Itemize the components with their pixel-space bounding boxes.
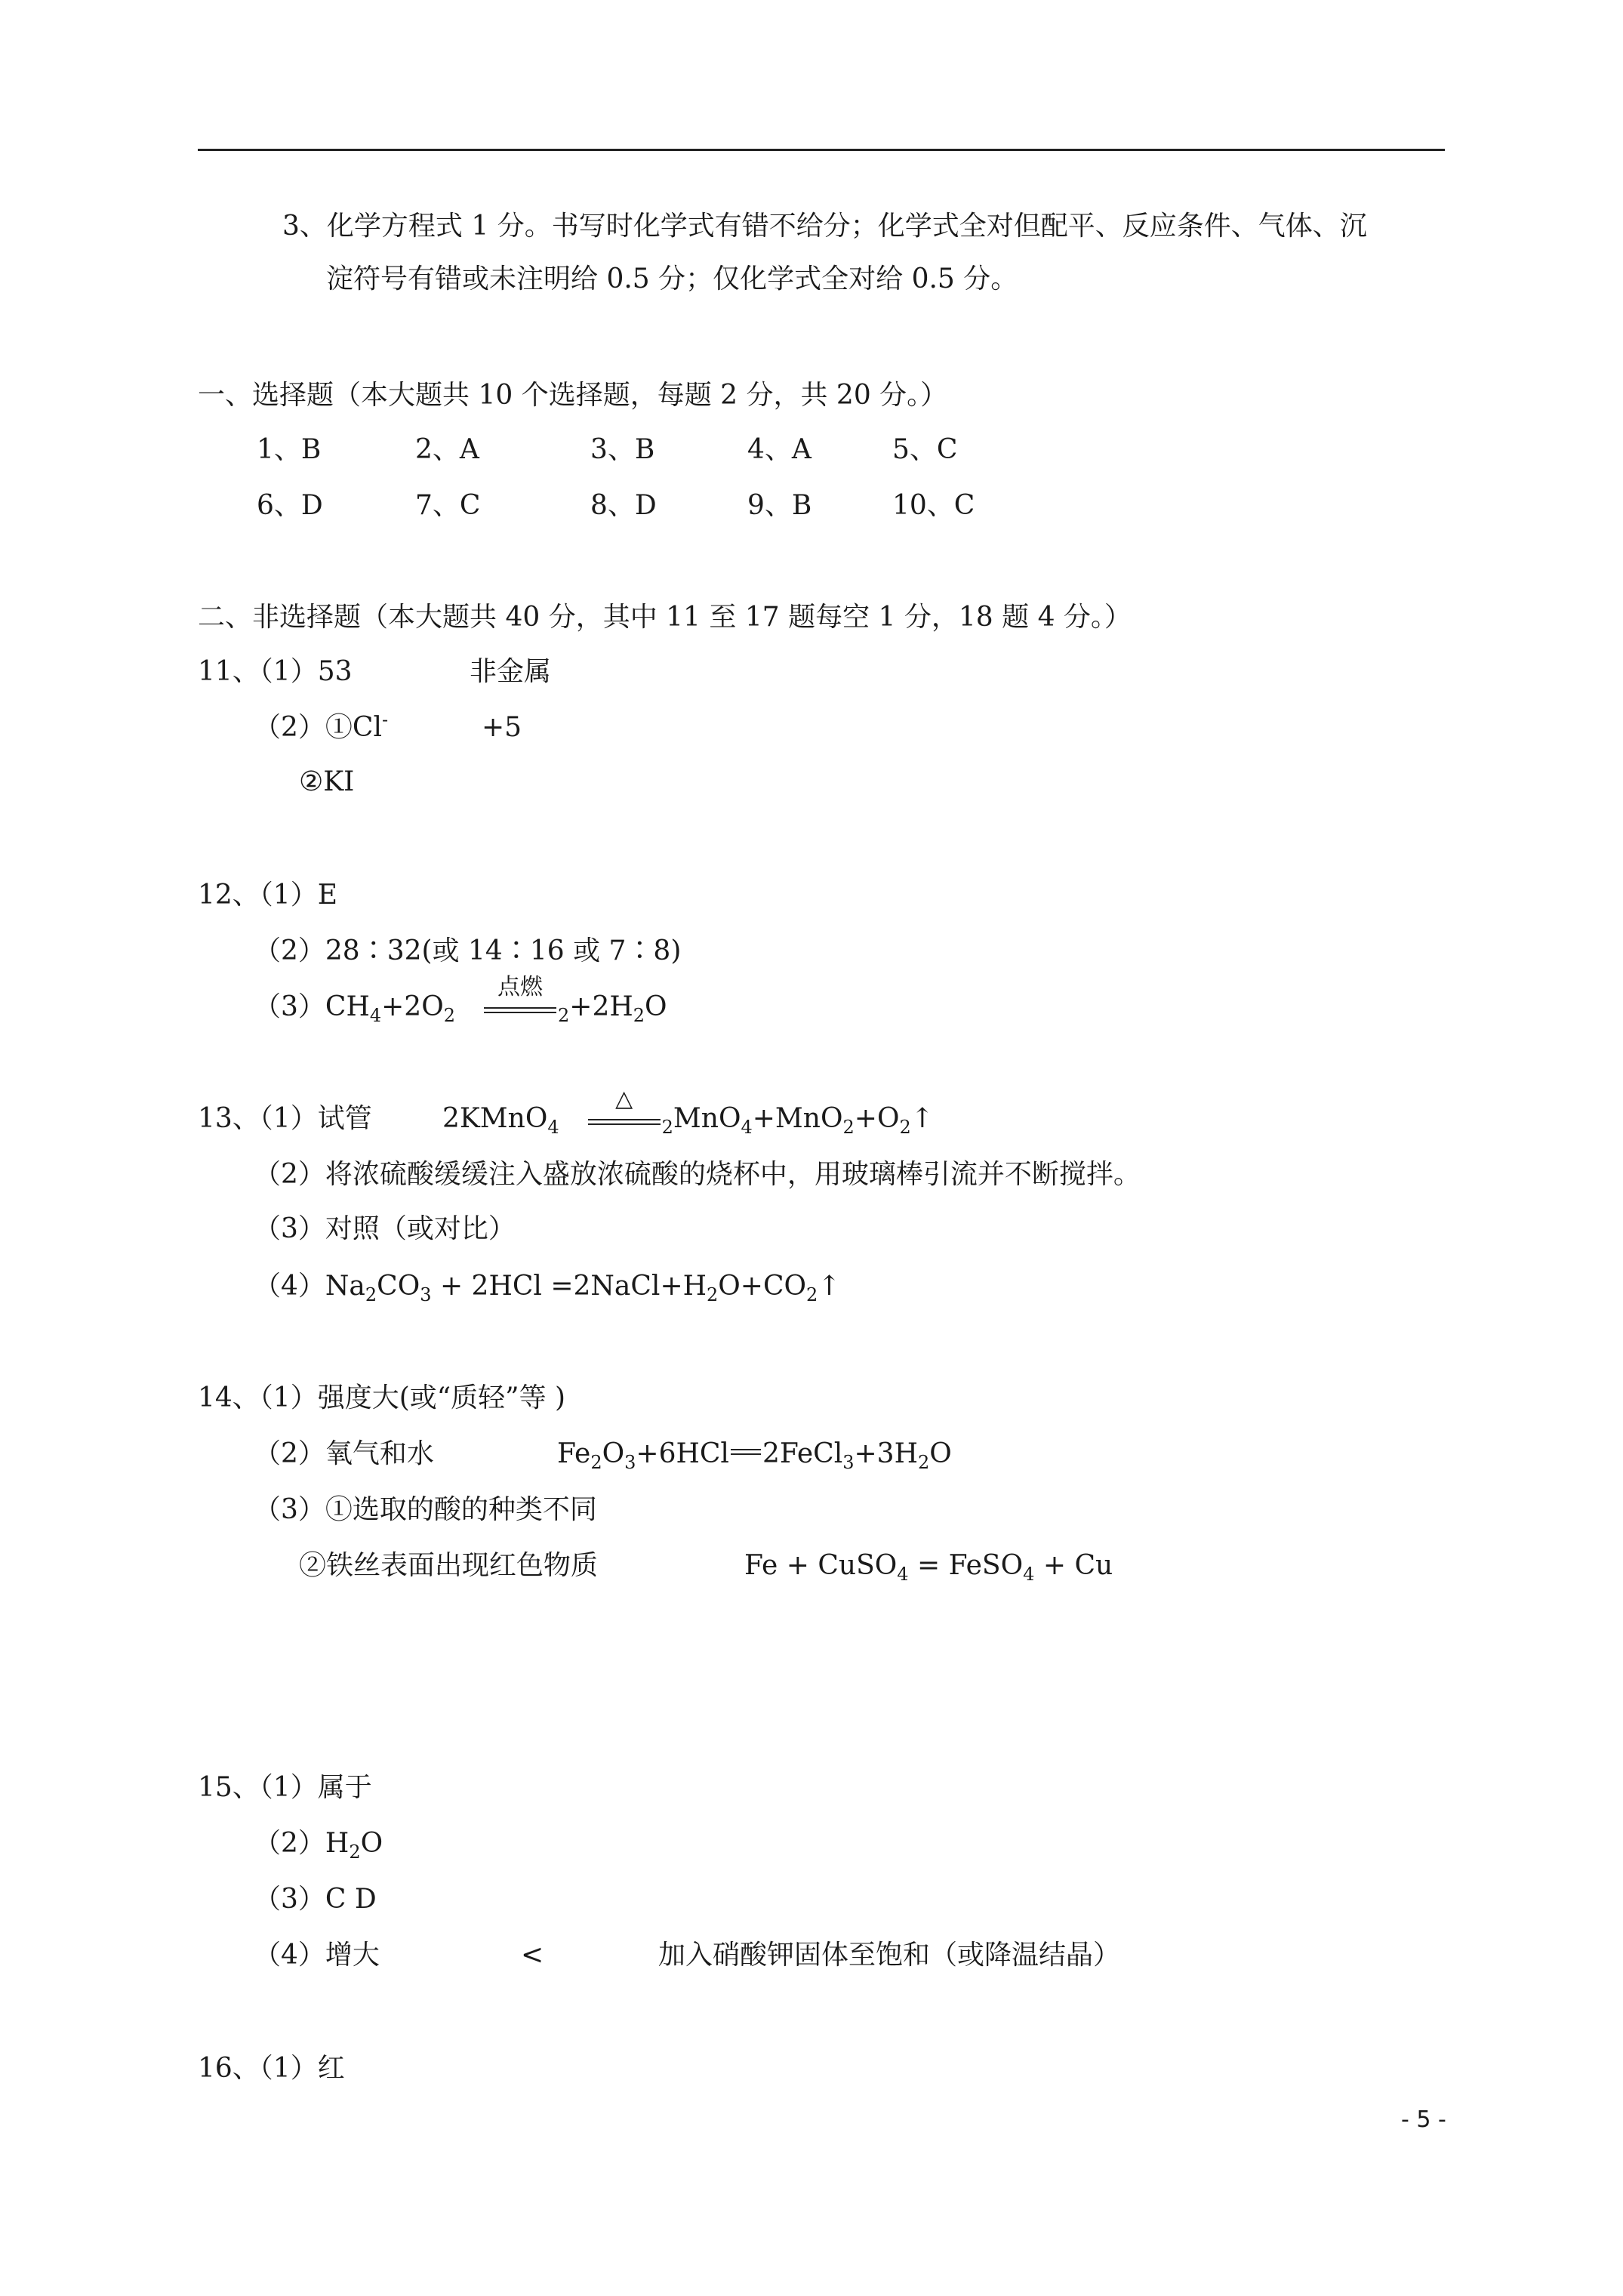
answer-2: 2、A <box>415 434 479 465</box>
answer-5: 5、C <box>892 434 958 465</box>
section-2-title: 二、非选择题（本大题共 40 分，其中 11 至 17 题每空 1 分，18 题 4 分。） <box>198 602 1132 633</box>
q15-part4: （4）增大 <box>254 1940 380 1971</box>
q15-part4-comparison: < <box>521 1940 544 1971</box>
note-line-2: 淀符号有错或未注明给 0.5 分；仅化学式全对给 0.5 分。 <box>326 264 1018 294</box>
q13-part1: 13、（1）试管 <box>198 1103 372 1134</box>
page-number: - 5 - <box>1401 2106 1446 2133</box>
q14-part3-observation: ②铁丝表面出现红色物质 <box>299 1550 599 1581</box>
q11-part1: 11、（1）53 <box>198 656 353 687</box>
q13-part4-equation: $(4)Na_2CO_3 + 2HCl$ $=2NaCl+H_2O+CO_2↑$ <box>254 1271 841 1305</box>
q13-part1-equation: 2KMnO$_4$ △ $_2MnO_4+MnO_2+O_2↑$ <box>442 1086 934 1138</box>
q12-part1: 12、（1）E <box>198 880 337 911</box>
section-1-title: 一、选择题（本大题共 10 个选择题，每题 2 分，共 20 分。） <box>198 380 948 411</box>
q12-part3-equation: $(3)CH_4+2O_2$ 点燃 $_2+2H_2O$ <box>254 974 667 1026</box>
q13-part2: （2）将浓硫酸缓缓注入盛放浓硫酸的烧杯中，用玻璃棒引流并不断搅拌。 <box>254 1159 1141 1190</box>
answer-9: 9、B <box>747 490 812 521</box>
answer-1: 1、B <box>257 434 322 465</box>
q11-part2: （2）①Cl- <box>254 709 389 743</box>
header-rule <box>198 149 1445 151</box>
answer-10: 10、C <box>892 490 975 521</box>
q14-part2-equation: $Fe_2O_3+6HCl$ $2FeCl_3+3H_2O$ <box>557 1438 952 1473</box>
q15-part2: $(2)H_2O$ <box>254 1828 383 1863</box>
answer-8: 8、D <box>590 490 657 521</box>
answer-7: 7、C <box>415 490 481 521</box>
q14-part1: 14、（1）强度大(或“质轻”等 ) <box>198 1382 566 1413</box>
q11-part2-valence: +5 <box>482 712 522 743</box>
q11-part2-formula: ②KI <box>299 766 355 797</box>
answer-6: 6、D <box>257 490 323 521</box>
note-line-1: 3、化学方程式 1 分。书写时化学式有错不给分；化学式全对但配平、反应条件、气体、沉 <box>282 211 1367 242</box>
reaction-condition: △ <box>588 1101 661 1137</box>
q14-part2: （2）氧气和水 <box>254 1438 434 1469</box>
q14-part3-equation: Fe + CuSO$_4$ = FeSO$_4$ + Cu <box>744 1550 1113 1585</box>
q16-part1: 16、（1）红 <box>198 2053 345 2084</box>
q15-part1: 15、（1）属于 <box>198 1772 372 1803</box>
q15-part4-method: 加入硝酸钾固体至饱和（或降温结晶） <box>658 1940 1121 1971</box>
q12-part2: （2）28∶32(或 14∶16 或 7∶8) <box>254 935 682 966</box>
answer-4: 4、A <box>747 434 812 465</box>
q15-part3: （3）C D <box>254 1884 377 1915</box>
reaction-condition: 点燃 <box>484 989 556 1025</box>
q11-part1-answer: 非金属 <box>470 656 552 687</box>
answer-3: 3、B <box>590 434 655 465</box>
q13-part3: （3）对照（或对比） <box>254 1213 516 1244</box>
q14-part3: （3）①选取的酸的种类不同 <box>254 1494 597 1525</box>
